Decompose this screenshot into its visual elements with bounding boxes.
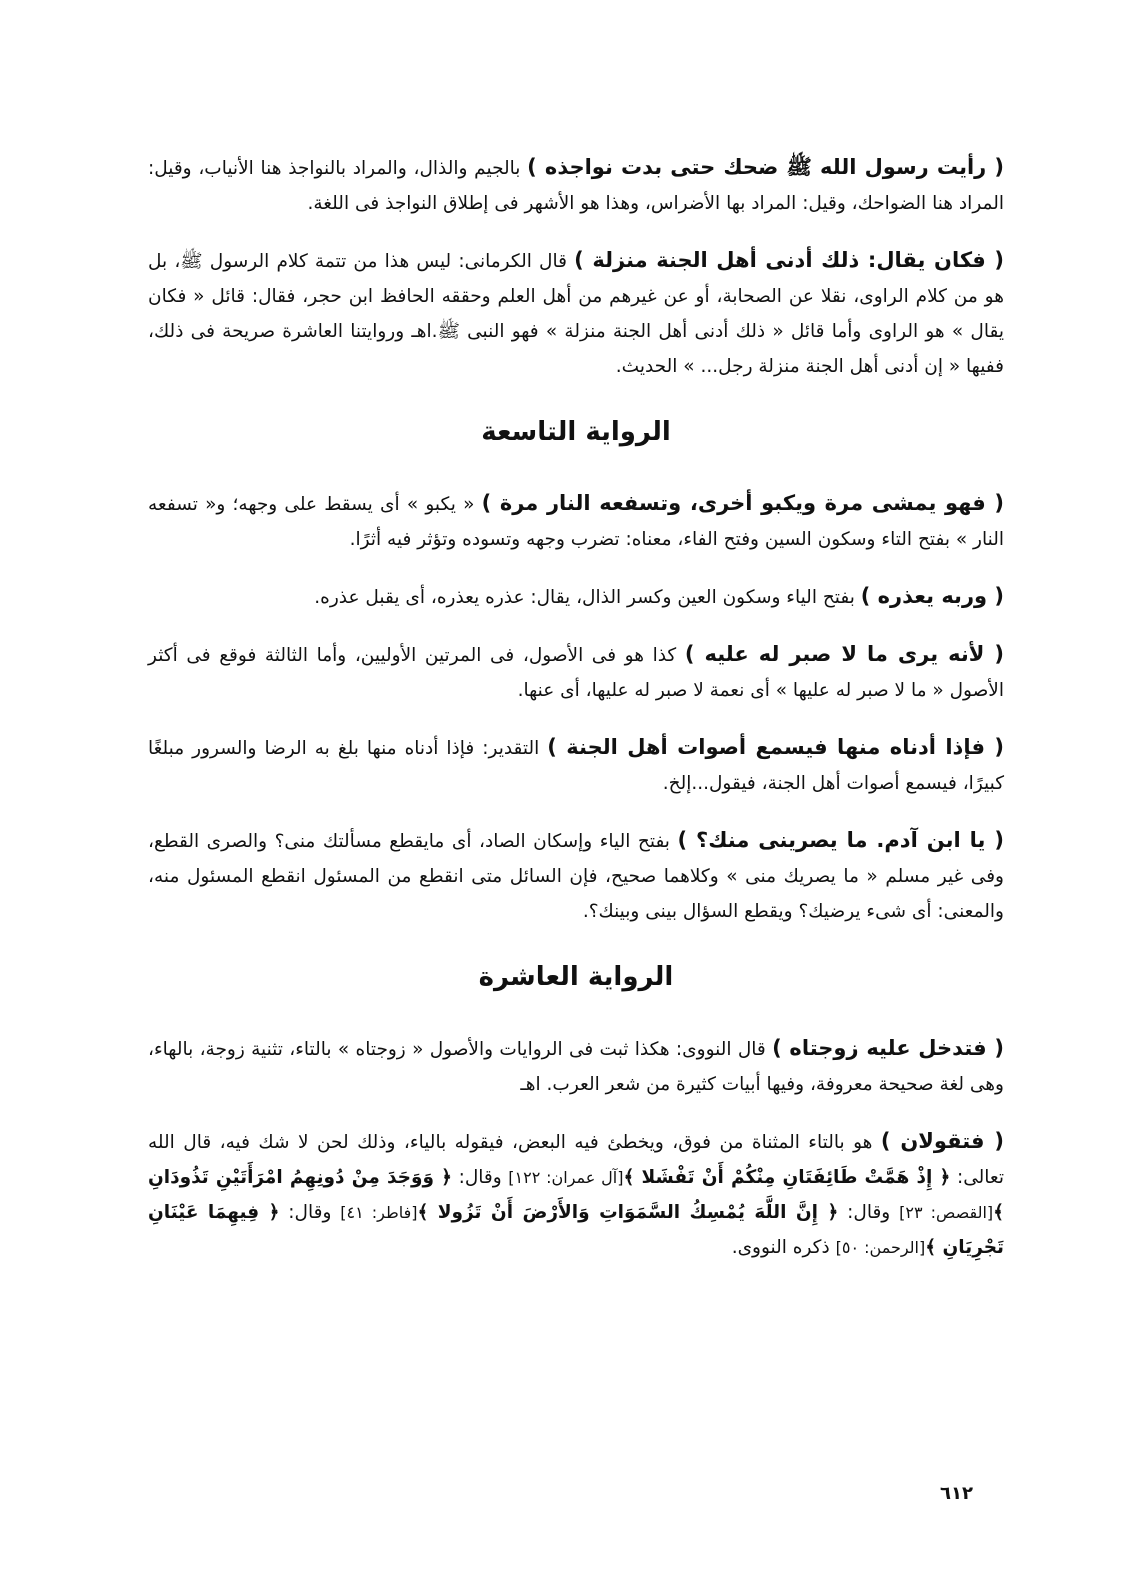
quran-reference: [آل عمران: ١٢٢]: [508, 1168, 624, 1187]
paragraph-lead: ( وربه يعذره ): [860, 584, 1004, 608]
paragraph-lead: ( رأيت رسول الله ﷺ ضحك حتى بدت نواجذه ): [527, 155, 1005, 179]
quran-quote: ﴿ إِذْ هَمَّتْ طَائِفَتَانِ مِنْكُمْ أَنْ تَفْشَلا ﴾: [623, 1167, 951, 1188]
paragraph-taqulan: [148, 1124, 1004, 1265]
paragraph-nawajidh: [148, 150, 1004, 221]
quran-quote: ﴿ إِنَّ اللَّهَ يُمْسِكُ السَّمَوَاتِ وَالأَرْضَ أَنْ تَزُولا ﴾: [417, 1202, 839, 1223]
section-heading-ninth: الرواية التاسعة: [481, 417, 671, 447]
paragraph-adna-manzila: [148, 243, 1004, 384]
page-content: [148, 150, 1004, 1287]
quran-quote: ﴿ فِيهِمَا عَيْنَانِ تَجْرِيَانِ ﴾: [148, 1202, 1004, 1258]
paragraph-text: كذا هو فى الأصول، فى المرتين الأوليين، وأما الثالثة فوقع فى أكثر الأصول « ما لا صبر له عليها » أى نعمة لا صبر له عليها، أى عنها.: [148, 645, 1004, 701]
quran-reference: [القصص: ٢٣]: [899, 1203, 994, 1222]
paragraph-text: وقال:: [451, 1167, 509, 1188]
paragraph-adnahu: [148, 730, 1004, 801]
paragraph-text: هو بالتاء المثناة من فوق، ويخطئ فيه البعض، فيقوله بالياء، وذلك لحن لا شك فيه، قال الله تعالى:: [148, 1132, 1004, 1188]
quran-quote: ﴿ وَوَجَدَ مِنْ دُونِهِمُ امْرَأَتَيْنِ تَذُودَانِ ﴾: [148, 1167, 1005, 1223]
paragraph-lead: ( فهو يمشى مرة ويكبو أخرى، وتسفعه النار مرة ): [481, 491, 1004, 515]
paragraph-text: ذكره النووى.: [731, 1237, 836, 1258]
paragraph-lead: ( فتدخل عليه زوجتاه ): [772, 1036, 1004, 1060]
paragraph-text: التقدير: فإذا أدناه منها بلغ به الرضا والسرور مبلغًا كبيرًا، فيسمع أصوات أهل الجنة، فيقول...إلخ.: [148, 738, 1004, 794]
paragraph-text: بفتح الياء وسكون العين وكسر الذال، يقال: عذره يعذره، أى يقبل عذره.: [314, 587, 861, 608]
paragraph-lead: ( لأنه يرى ما لا صبر له عليه ): [684, 642, 1004, 666]
paragraph-lead: ( يا ابن آدم. ما يصرينى منك؟ ): [677, 828, 1004, 852]
page-number: ٦١٢: [940, 1483, 973, 1504]
paragraph-zawjatahu: [148, 1031, 1004, 1102]
paragraph-yakbu: [148, 486, 1004, 557]
paragraph-text: وقال:: [279, 1202, 341, 1223]
paragraph-yasrini: [148, 823, 1004, 929]
paragraph-text: قال النووى: هكذا ثبت فى الروايات والأصول « زوجتاه » بالتاء، تثنية زوجة، بالهاء، وهى لغة صحيحة معروفة، وفيها أبيات كثيرة من شعر العرب. اهـ: [148, 1039, 1004, 1095]
section-heading-tenth: الرواية العاشرة: [478, 962, 674, 992]
quran-reference: [الرحمن: ٥٠]: [835, 1238, 926, 1257]
paragraph-text: « يكبو » أى يسقط على وجهه؛ و« تسفعه النار » بفتح التاء وسكون السين وفتح الفاء، معناه: تضرب وجهه وتسوده وتؤثر فيه أثرًا.: [148, 494, 1004, 550]
paragraph-lead: ( فكان يقال: ذلك أدنى أهل الجنة منزلة ): [574, 248, 1004, 272]
quran-reference: [فاطر: ٤١]: [340, 1203, 418, 1222]
paragraph-text: وقال:: [838, 1202, 900, 1223]
paragraph-text: بالجيم والذال، والمراد بالنواجذ هنا الأنياب، وقيل: المراد هنا الضواحك، وقيل: المراد بها الأضراس، وهذا هو الأشهر فى إطلاق النواجذ فى اللغة.: [148, 158, 1004, 214]
paragraph-yadhiruhu: [148, 579, 1004, 615]
paragraph-lead: ( فتقولان ): [880, 1129, 1004, 1153]
paragraph-text: بفتح الياء وإسكان الصاد، أى مايقطع مسألتك منى؟ والصرى القطع، وفى غير مسلم « ما يصريك منى » وكلاهما صحيح، فإن السائل متى انقطع من المسئول انقطع المسئول منه، والمعنى: أى شىء يرضيك؟ ويقطع السؤال بينى وبينك؟.: [148, 831, 1004, 922]
paragraph-lead: ( فإذا أدناه منها فيسمع أصوات أهل الجنة ): [547, 735, 1004, 759]
paragraph-text: قال الكرمانى: ليس هذا من تتمة كلام الرسول ﷺ، بل هو من كلام الراوى، نقلا عن الصحابة، أو عن غيرهم من أهل العلم وحققه الحافظ ابن حجر، فقال: قائل « فكان يقال » هو الراوى وأما قائل « ذلك أدنى أهل الجنة منزلة » فهو النبى ﷺ.اهـ وروايتنا العاشرة صريحة فى ذلك، ففيها « إن أدنى أهل الجنة منزلة رجل... » الحديث.: [148, 251, 1004, 377]
paragraph-sabr: [148, 637, 1004, 708]
